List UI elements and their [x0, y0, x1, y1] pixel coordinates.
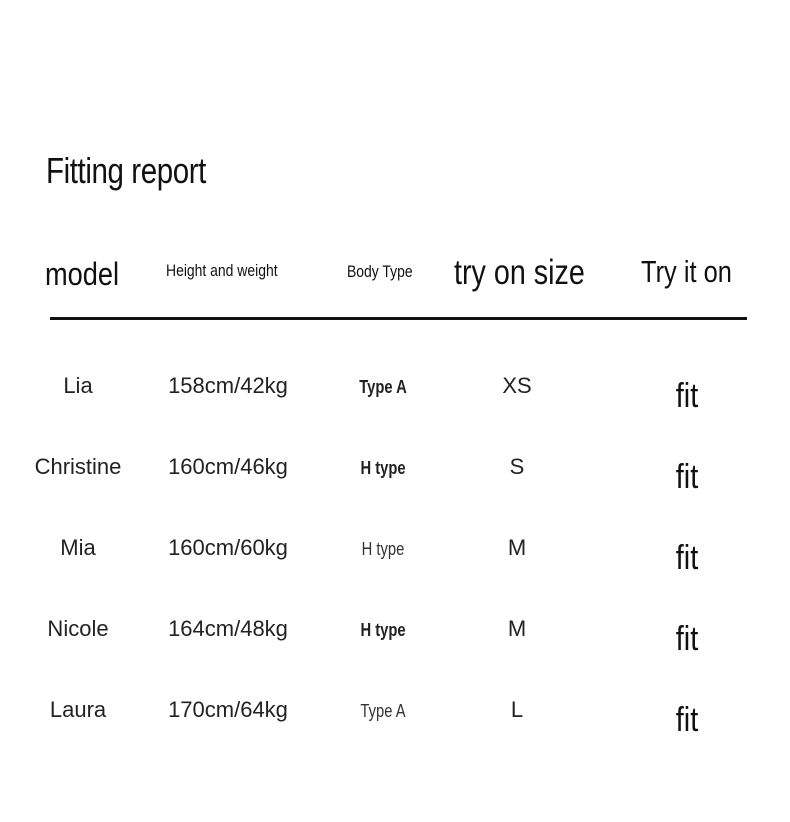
column-header-height-weight: Height and weight: [166, 261, 278, 280]
cell-body-type: H type: [360, 458, 406, 478]
cell-body-type: H type: [361, 539, 405, 559]
header-divider: [50, 317, 747, 320]
cell-height-weight: 164cm/48kg: [168, 616, 288, 641]
cell-height-weight: 160cm/60kg: [168, 535, 288, 560]
cell-body-type: Type A: [359, 377, 407, 397]
table-row: [0, 616, 790, 676]
table-row: [0, 697, 790, 757]
cell-body-type: Type A: [360, 701, 406, 721]
cell-model: Nicole: [47, 616, 109, 641]
cell-model: Mia: [60, 535, 96, 560]
cell-model: Laura: [49, 697, 107, 722]
page-title: Fitting report: [46, 150, 206, 191]
cell-height-weight: 160cm/46kg: [168, 454, 288, 479]
cell-size: XS: [502, 373, 532, 398]
cell-size: L: [510, 697, 524, 722]
table-row: [0, 454, 790, 514]
cell-size: S: [509, 454, 525, 479]
cell-result: fit: [675, 458, 699, 496]
cell-result: fit: [675, 701, 699, 739]
cell-size: M: [507, 535, 527, 560]
table-row: [0, 373, 790, 433]
cell-result: fit: [675, 539, 699, 577]
cell-model: Christine: [34, 454, 122, 479]
cell-result: fit: [675, 620, 699, 658]
column-header-model: model: [45, 256, 120, 292]
cell-result: fit: [675, 377, 699, 415]
cell-body-type: H type: [360, 620, 406, 640]
column-header-body-type: Body Type: [347, 262, 413, 281]
cell-size: M: [507, 616, 527, 641]
column-header-try-on-size: try on size: [454, 253, 585, 292]
cell-height-weight: 158cm/42kg: [168, 373, 288, 398]
cell-model: Lia: [63, 373, 93, 398]
cell-height-weight: 170cm/64kg: [168, 697, 288, 722]
column-header-try-it-on: Try it on: [641, 254, 732, 289]
table-row: [0, 535, 790, 595]
